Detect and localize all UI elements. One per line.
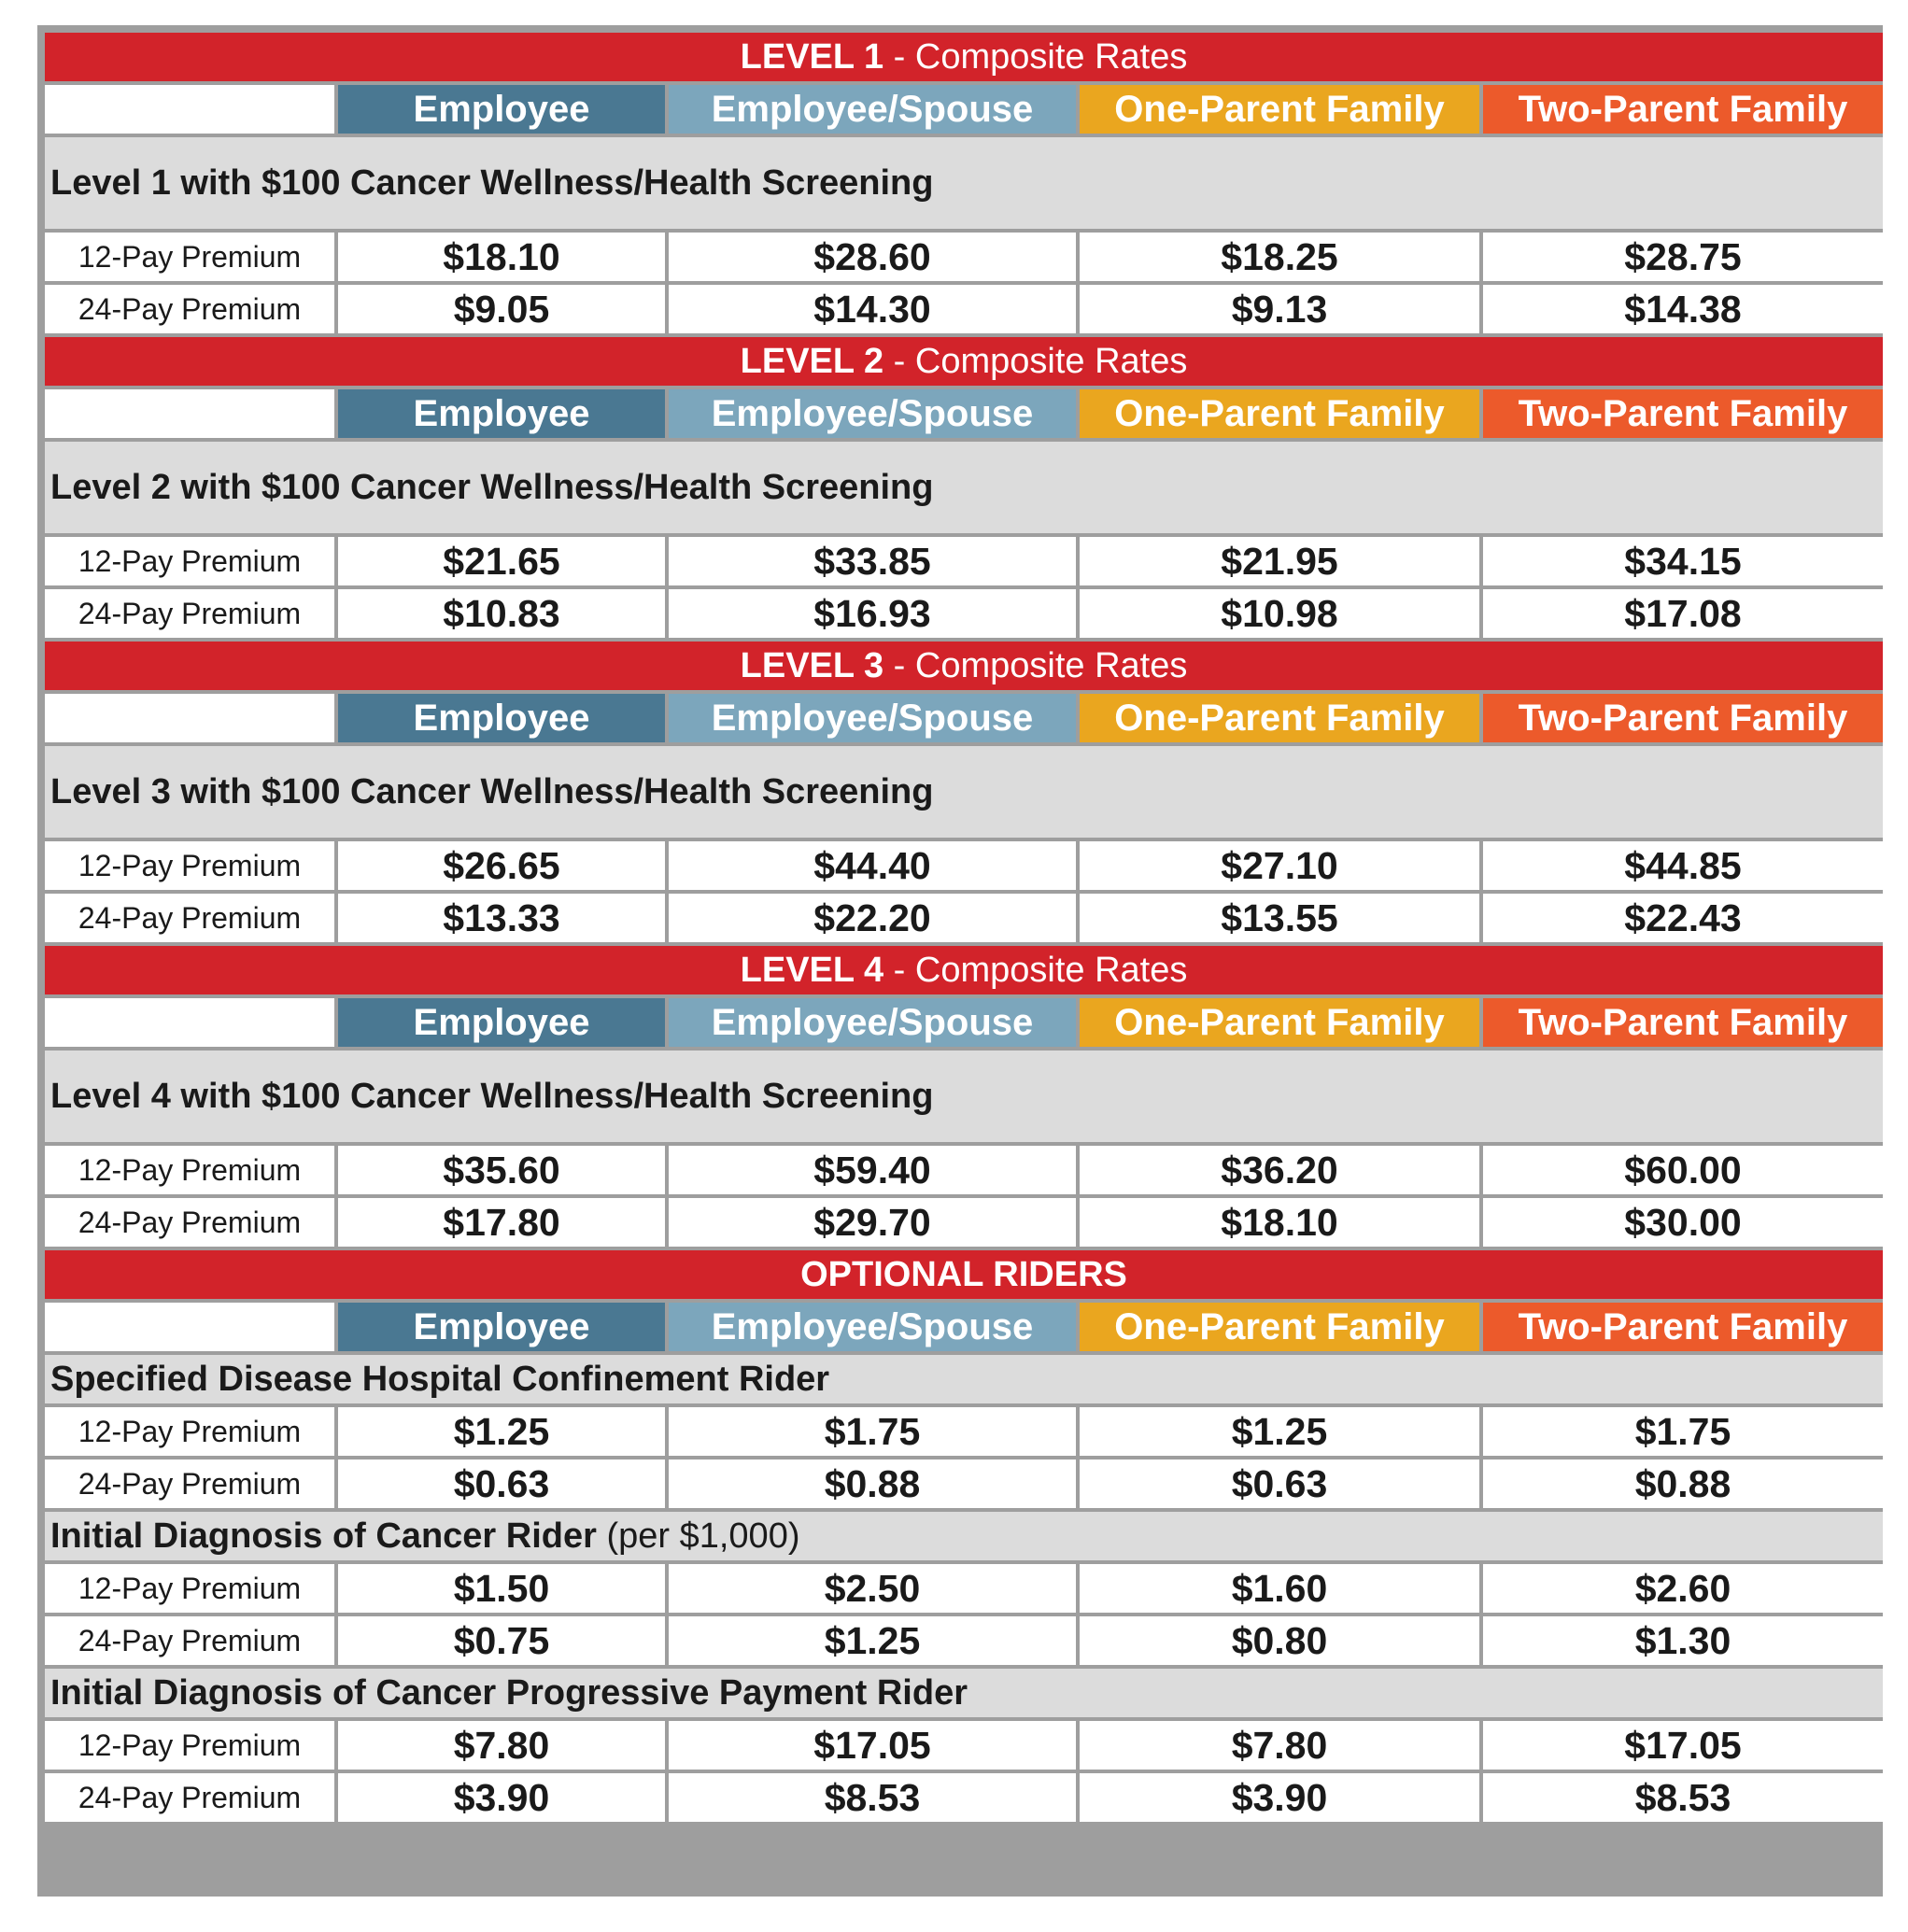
rate-cell: $18.25 — [1080, 233, 1479, 281]
rate-cell: $21.95 — [1080, 537, 1479, 585]
rate-cell: $0.88 — [669, 1460, 1076, 1508]
rates-table — [45, 33, 1875, 1889]
level-2-header — [45, 337, 1883, 386]
rate-cell: $17.08 — [1483, 589, 1883, 638]
rate-cell: $0.63 — [1080, 1460, 1479, 1508]
rate-cell: $14.30 — [669, 285, 1076, 333]
level-4-header-subtitle: - Composite Rates — [883, 950, 1188, 990]
column-header-employee: Employee — [338, 694, 665, 742]
rate-cell: $7.80 — [1080, 1721, 1479, 1770]
rate-cell: $14.38 — [1483, 285, 1883, 333]
column-header-employee-spouse: Employee/Spouse — [669, 1303, 1076, 1351]
column-header-one-parent-family: One-Parent Family — [1080, 694, 1479, 742]
rate-cell: $1.25 — [338, 1407, 665, 1456]
rate-cell: $1.25 — [1080, 1407, 1479, 1456]
column-header-two-parent-family: Two-Parent Family — [1483, 85, 1883, 134]
row-label-12-pay: 12-Pay Premium — [45, 841, 334, 890]
rate-cell: $33.85 — [669, 537, 1076, 585]
column-header-one-parent-family: One-Parent Family — [1080, 389, 1479, 438]
column-header-employee-spouse: Employee/Spouse — [669, 85, 1076, 134]
rate-cell: $9.05 — [338, 285, 665, 333]
rate-cell: $59.40 — [669, 1146, 1076, 1194]
column-header-employee-spouse: Employee/Spouse — [669, 998, 1076, 1047]
rate-cell: $35.60 — [338, 1146, 665, 1194]
level-3-header-subtitle: - Composite Rates — [883, 645, 1188, 685]
column-header-one-parent-family: One-Parent Family — [1080, 1303, 1479, 1351]
level-4-subheader: Level 4 with $100 Cancer Wellness/Health Screening — [45, 1051, 1883, 1142]
column-header-blank — [45, 1303, 334, 1351]
row-label-12-pay: 12-Pay Premium — [45, 1721, 334, 1770]
rate-cell: $10.98 — [1080, 589, 1479, 638]
rider-1-title-text: Specified Disease Hospital Confinement Rider — [50, 1359, 830, 1399]
level-1-header — [45, 33, 1883, 81]
rate-cell: $18.10 — [338, 233, 665, 281]
row-label-24-pay: 24-Pay Premium — [45, 589, 334, 638]
rate-cell: $28.75 — [1483, 233, 1883, 281]
row-label-12-pay: 12-Pay Premium — [45, 1407, 334, 1456]
rider-2-title-text: Initial Diagnosis of Cancer Rider — [50, 1516, 597, 1556]
level-3-header — [45, 642, 1883, 690]
optional-riders-title: OPTIONAL RIDERS — [800, 1254, 1127, 1294]
row-label-24-pay: 24-Pay Premium — [45, 285, 334, 333]
column-header-one-parent-family: One-Parent Family — [1080, 85, 1479, 134]
rate-cell: $0.75 — [338, 1616, 665, 1665]
rate-cell: $17.80 — [338, 1198, 665, 1247]
rider-2-title — [45, 1512, 1883, 1560]
level-2-header-title: LEVEL 2 — [740, 341, 884, 381]
level-4-header — [45, 946, 1883, 994]
rate-cell: $30.00 — [1483, 1198, 1883, 1247]
rate-cell: $17.05 — [669, 1721, 1076, 1770]
rate-cell: $44.40 — [669, 841, 1076, 890]
row-label-12-pay: 12-Pay Premium — [45, 233, 334, 281]
level-1-header-subtitle: - Composite Rates — [883, 36, 1188, 77]
rate-cell: $1.75 — [1483, 1407, 1883, 1456]
rate-cell: $60.00 — [1483, 1146, 1883, 1194]
rate-cell: $44.85 — [1483, 841, 1883, 890]
row-label-24-pay: 24-Pay Premium — [45, 1773, 334, 1822]
row-label-24-pay: 24-Pay Premium — [45, 1460, 334, 1508]
rate-cell: $1.25 — [669, 1616, 1076, 1665]
rate-cell: $13.33 — [338, 894, 665, 942]
rate-cell: $28.60 — [669, 233, 1076, 281]
column-header-blank — [45, 694, 334, 742]
level-4-header-title: LEVEL 4 — [740, 950, 884, 990]
level-1-header-title: LEVEL 1 — [740, 36, 884, 77]
rates-table-frame — [37, 25, 1883, 1897]
rate-cell: $26.65 — [338, 841, 665, 890]
column-header-two-parent-family: Two-Parent Family — [1483, 694, 1883, 742]
rate-cell: $1.50 — [338, 1564, 665, 1613]
level-2-subheader: Level 2 with $100 Cancer Wellness/Health Screening — [45, 442, 1883, 533]
rate-cell: $13.55 — [1080, 894, 1479, 942]
column-header-employee: Employee — [338, 1303, 665, 1351]
row-label-12-pay: 12-Pay Premium — [45, 1146, 334, 1194]
rate-cell: $2.60 — [1483, 1564, 1883, 1613]
rate-cell: $34.15 — [1483, 537, 1883, 585]
rider-3-title — [45, 1669, 1883, 1717]
rate-cell: $3.90 — [1080, 1773, 1479, 1822]
rider-1-title — [45, 1355, 1883, 1403]
level-3-header-title: LEVEL 3 — [740, 645, 884, 685]
column-header-employee: Employee — [338, 389, 665, 438]
rate-cell: $0.63 — [338, 1460, 665, 1508]
rate-cell: $36.20 — [1080, 1146, 1479, 1194]
column-header-employee: Employee — [338, 85, 665, 134]
rate-cell: $1.30 — [1483, 1616, 1883, 1665]
level-3-subheader: Level 3 with $100 Cancer Wellness/Health Screening — [45, 746, 1883, 838]
column-header-blank — [45, 998, 334, 1047]
rate-cell: $16.93 — [669, 589, 1076, 638]
column-header-blank — [45, 389, 334, 438]
level-1-subheader: Level 1 with $100 Cancer Wellness/Health Screening — [45, 137, 1883, 229]
row-label-12-pay: 12-Pay Premium — [45, 1564, 334, 1613]
rate-cell: $9.13 — [1080, 285, 1479, 333]
row-label-12-pay: 12-Pay Premium — [45, 537, 334, 585]
rate-cell: $8.53 — [669, 1773, 1076, 1822]
column-header-one-parent-family: One-Parent Family — [1080, 998, 1479, 1047]
rate-cell: $3.90 — [338, 1773, 665, 1822]
rate-cell: $27.10 — [1080, 841, 1479, 890]
row-label-24-pay: 24-Pay Premium — [45, 1616, 334, 1665]
rate-cell: $21.65 — [338, 537, 665, 585]
rate-cell: $7.80 — [338, 1721, 665, 1770]
rate-cell: $22.43 — [1483, 894, 1883, 942]
rate-cell: $22.20 — [669, 894, 1076, 942]
column-header-two-parent-family: Two-Parent Family — [1483, 1303, 1883, 1351]
column-header-two-parent-family: Two-Parent Family — [1483, 389, 1883, 438]
rider-3-title-text: Initial Diagnosis of Cancer Progressive Payment Rider — [50, 1672, 968, 1713]
rate-cell: $18.10 — [1080, 1198, 1479, 1247]
column-header-employee-spouse: Employee/Spouse — [669, 694, 1076, 742]
rate-cell: $29.70 — [669, 1198, 1076, 1247]
rider-2-title-note: (per $1,000) — [596, 1516, 800, 1556]
column-header-blank — [45, 85, 334, 134]
rate-cell: $17.05 — [1483, 1721, 1883, 1770]
optional-riders-header — [45, 1250, 1883, 1299]
column-header-two-parent-family: Two-Parent Family — [1483, 998, 1883, 1047]
row-label-24-pay: 24-Pay Premium — [45, 894, 334, 942]
rate-cell: $1.60 — [1080, 1564, 1479, 1613]
rate-cell: $2.50 — [669, 1564, 1076, 1613]
row-label-24-pay: 24-Pay Premium — [45, 1198, 334, 1247]
rate-cell: $10.83 — [338, 589, 665, 638]
rate-cell: $8.53 — [1483, 1773, 1883, 1822]
column-header-employee: Employee — [338, 998, 665, 1047]
rate-cell: $1.75 — [669, 1407, 1076, 1456]
rate-cell: $0.88 — [1483, 1460, 1883, 1508]
level-2-header-subtitle: - Composite Rates — [883, 341, 1188, 381]
rate-cell: $0.80 — [1080, 1616, 1479, 1665]
column-header-employee-spouse: Employee/Spouse — [669, 389, 1076, 438]
